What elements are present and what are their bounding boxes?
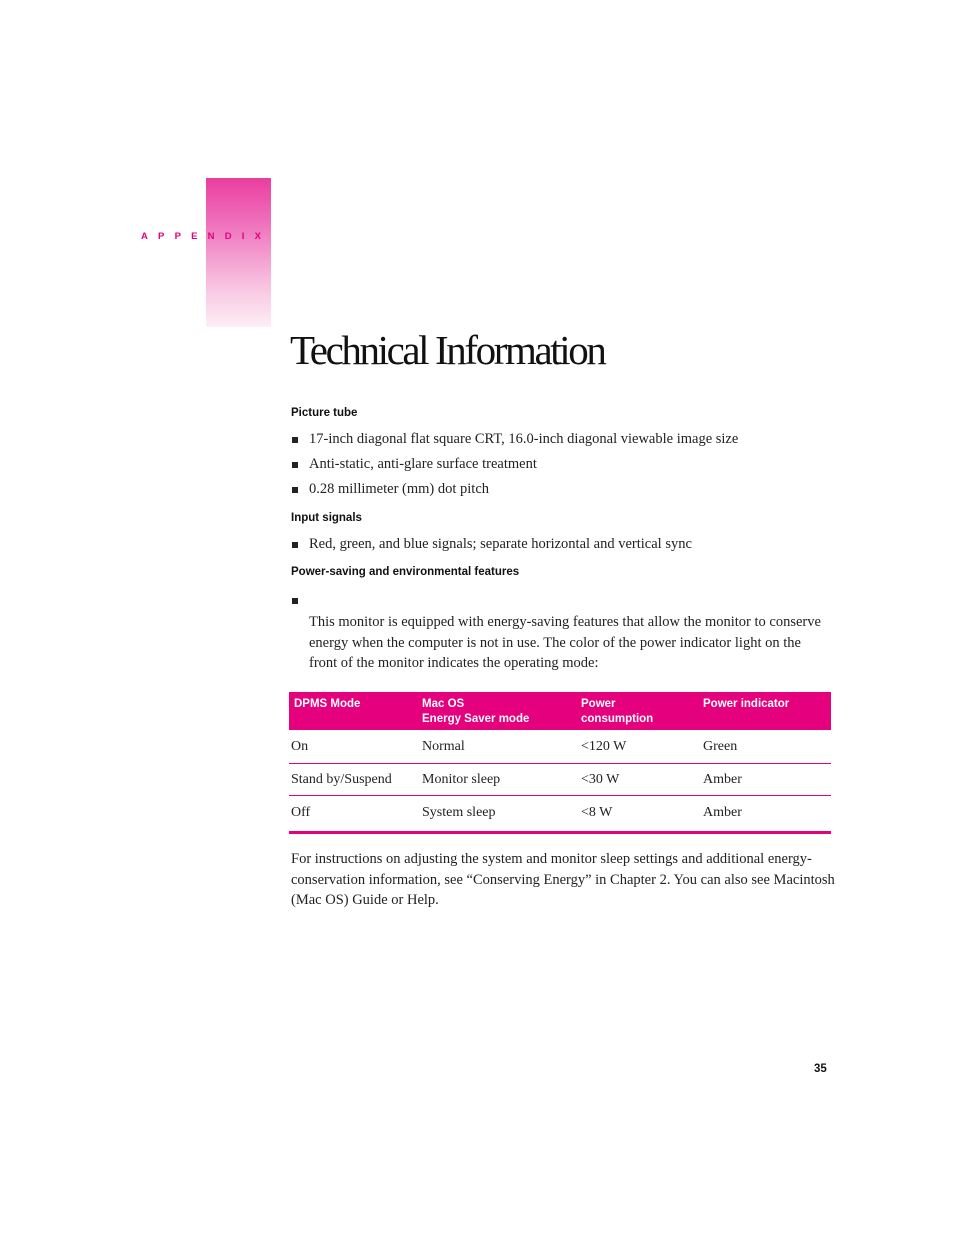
table-cell: Amber bbox=[703, 772, 742, 787]
table-cell: Normal bbox=[422, 739, 465, 754]
bullet-square-icon bbox=[292, 462, 298, 468]
header-power-indicator: Power indicator bbox=[703, 698, 790, 710]
list-item-text: 0.28 millimeter (mm) dot pitch bbox=[309, 481, 490, 497]
table-cell: Amber bbox=[703, 805, 742, 820]
table-cell: Monitor sleep bbox=[422, 772, 501, 787]
page-number: 35 bbox=[814, 1063, 827, 1075]
table-row bbox=[289, 730, 831, 764]
list-item-text: 17-inch diagonal flat square CRT, 16.0-inch diagonal viewable image size bbox=[309, 431, 739, 447]
bullet-square-icon bbox=[292, 598, 298, 604]
table-cell: System sleep bbox=[422, 805, 496, 820]
header-mac-os-mode: Mac OS Energy Saver mode bbox=[422, 698, 530, 725]
bullet-square-icon bbox=[292, 437, 298, 443]
table-cell: On bbox=[291, 739, 309, 754]
section-heading-picture-tube: Picture tube bbox=[291, 407, 358, 419]
table-cell: Green bbox=[703, 739, 738, 754]
section-heading-input-signals: Input signals bbox=[291, 512, 362, 524]
footer-paragraph: For instructions on adjusting the system and monitor sleep settings and additional energy-conservation information, see “Conserving Energy” in Chapter 2. You can also see Macintosh (Mac OS) Guide or Help. bbox=[291, 851, 835, 908]
bullet-square-icon bbox=[292, 542, 298, 548]
table-row bbox=[289, 764, 831, 796]
appendix-color-tab bbox=[206, 178, 271, 327]
table-cell: Off bbox=[291, 805, 311, 820]
section-heading-power-saving: Power-saving and environmental features bbox=[291, 566, 520, 578]
bullet-square-icon bbox=[292, 487, 298, 493]
table-cell: <8 W bbox=[581, 805, 613, 820]
list-item-text: Anti-static, anti-glare surface treatment bbox=[309, 456, 537, 472]
table-cell: <30 W bbox=[581, 772, 620, 787]
power-saving-paragraph: This monitor is equipped with energy-saving features that allow the monitor to conserve energy when the computer is not in use. The color of the power indicator light on the front of the monitor indicates the operating mode: bbox=[309, 614, 821, 671]
table-cell: Stand by/Suspend bbox=[291, 772, 392, 787]
header-power-consumption: Power consumption bbox=[581, 698, 654, 725]
power-modes-table bbox=[289, 692, 831, 834]
table-row bbox=[289, 796, 831, 834]
header-dpms-mode: DPMS Mode bbox=[294, 698, 361, 710]
page-title: Technical Information bbox=[290, 327, 605, 373]
appendix-label: APPENDIX bbox=[141, 231, 272, 242]
table-header bbox=[289, 692, 831, 730]
table-cell: <120 W bbox=[581, 739, 627, 754]
list-item-text: Red, green, and blue signals; separate horizontal and vertical sync bbox=[309, 536, 692, 552]
